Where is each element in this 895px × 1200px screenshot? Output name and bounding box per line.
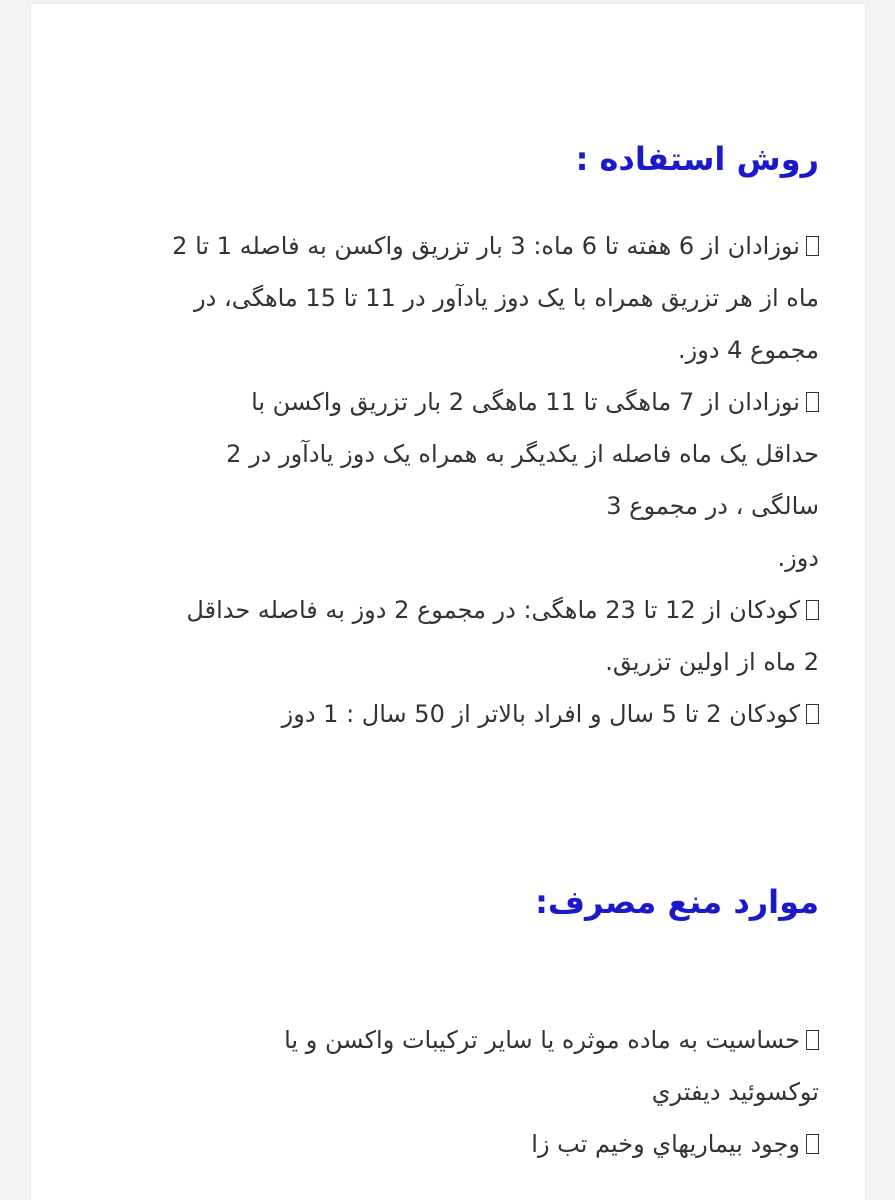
usage-item [77, 584, 819, 688]
text-line: دوز. [777, 544, 819, 572]
contraindications-heading: موارد منع مصرف: [535, 883, 819, 921]
missing-glyph-icon [806, 236, 819, 256]
text-line: مجموع 4 دوز. [678, 336, 819, 364]
missing-glyph-icon [806, 392, 819, 412]
usage-list [77, 220, 819, 740]
missing-glyph-icon [806, 600, 819, 620]
article-card [31, 4, 865, 1200]
text-line: کودکان از 12 تا 23 ماهگی: در مجموع 2 دوز به فاصله حداقل [77, 584, 819, 636]
text-line: ماه از هر تزریق همراه با یک دوز یادآور در 11 تا 15 ماهگی، در [194, 284, 819, 312]
text-line: سالگی ، در مجموع 3 [606, 492, 819, 520]
text-line: نوزادان از 7 ماهگی تا 11 ماهگی 2 بار تزریق واکسن با [77, 376, 819, 428]
usage-item [77, 376, 819, 584]
missing-glyph-icon [806, 1030, 819, 1050]
text-line: حساسیت به ماده موثره یا سایر ترکیبات واکسن و یا [77, 1014, 819, 1066]
usage-heading: روش استفاده : [575, 140, 819, 178]
missing-glyph-icon [806, 704, 819, 724]
contraindication-item [77, 1014, 819, 1118]
text-line: حداقل یک ماه فاصله از یکدیگر به همراه یک دوز یادآور در 2 [226, 440, 819, 468]
text-line: 2 ماه از اولین تزریق. [605, 648, 819, 676]
text-line: کودکان 2 تا 5 سال و افراد بالاتر از 50 سال : 1 دوز [77, 688, 819, 740]
missing-glyph-icon [806, 1134, 819, 1154]
text-line: وجود بیماریهاي وخیم تب زا [77, 1118, 819, 1170]
usage-item [77, 220, 819, 376]
contraindication-item [77, 1118, 819, 1170]
text-line: توکسوئید دیفتري [651, 1078, 819, 1106]
text-line: نوزادان از 6 هفته تا 6 ماه: 3 بار تزریق واکسن به فاصله 1 تا 2 [77, 220, 819, 272]
usage-item [77, 688, 819, 740]
contraindications-list [77, 1014, 819, 1170]
